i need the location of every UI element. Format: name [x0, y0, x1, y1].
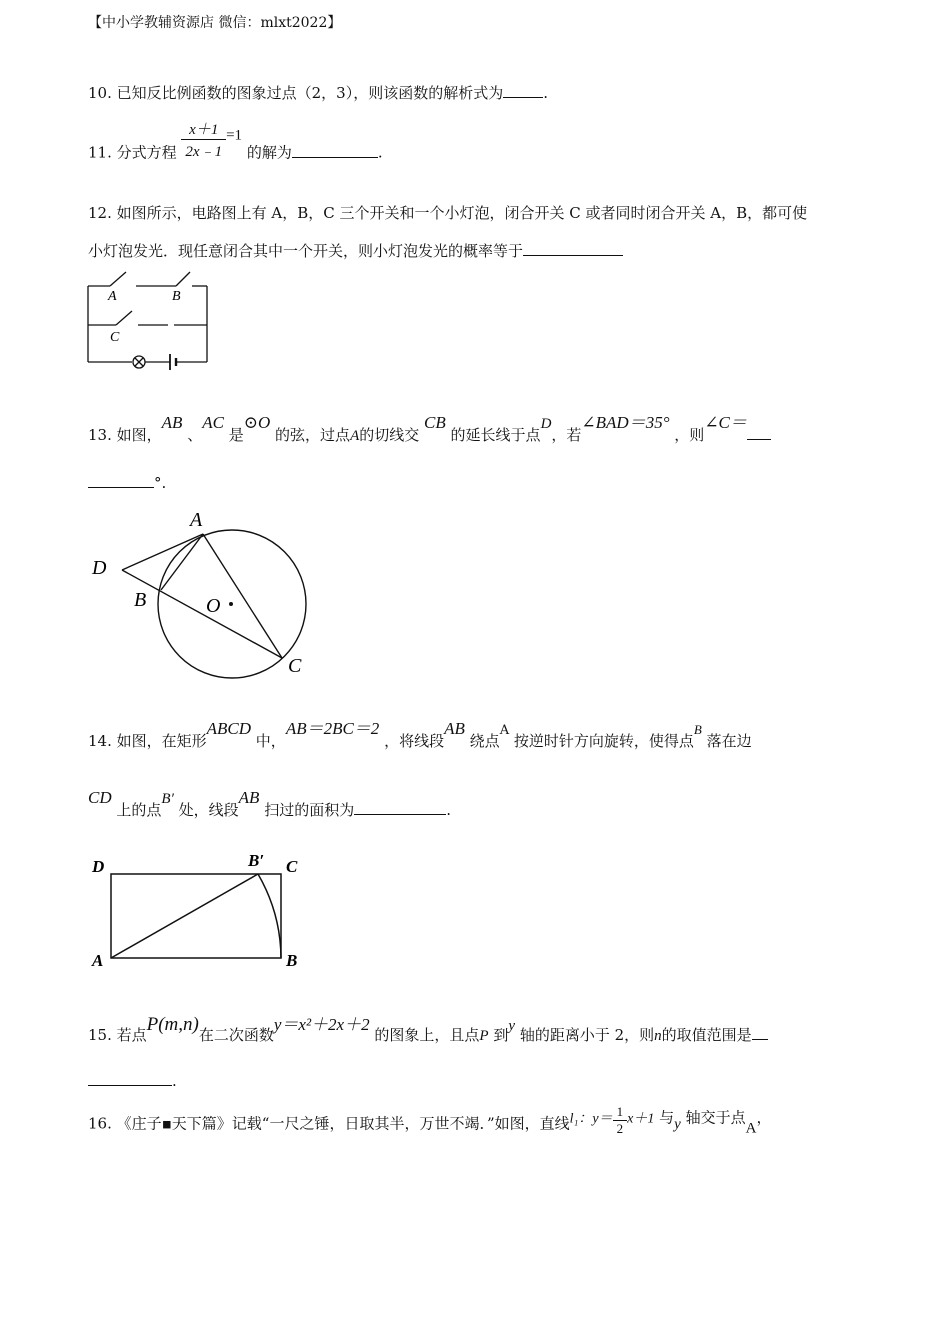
q16-p3: 轴交于点: [685, 1108, 746, 1127]
q14-p4: 绕点: [469, 732, 500, 750]
q16-p1: 16. 《庄子▪天下篇》记载“一尺之锤，日取其半，万世不竭．”如图，直线: [88, 1114, 570, 1133]
q16-point-a: A: [745, 1120, 757, 1137]
q14-p9: 扫过的面积为: [264, 801, 355, 819]
q13-cb: CB: [424, 413, 446, 432]
q13-p4: 的切线交: [359, 426, 420, 444]
q12-answer-blank: [523, 240, 623, 256]
q10-text: 10. 已知反比例函数的图象过点（2，3），则该函数的解析式为: [88, 84, 504, 102]
q10-answer-blank: [503, 82, 543, 98]
q15-point-p: P(m,n): [146, 1014, 199, 1035]
q15-answer-blank-1: [752, 1024, 768, 1040]
q11-suffix: 的解为: [246, 143, 292, 162]
q11-equals: =1: [226, 127, 243, 144]
q13-p3: 的弦，过点: [275, 426, 351, 444]
q15-p2: 在二次函数: [198, 1026, 274, 1044]
q13-answer-blank-2: [88, 472, 154, 488]
q14-p6: 落在边: [706, 732, 752, 750]
q11-end: .: [377, 143, 383, 162]
circle-tangent-diagram: [84, 500, 324, 686]
q13-point-a: A: [350, 428, 360, 444]
center-dot: [229, 602, 233, 606]
q13-answer-blank-1: [747, 424, 771, 440]
question-13: [88, 408, 771, 445]
label-b-prime: B′: [248, 851, 265, 870]
q12-line-2: [88, 240, 623, 261]
q11-numerator: x＋1: [181, 118, 226, 140]
q15-end: .: [172, 1072, 177, 1090]
q14-point-b-prime: B′: [161, 791, 174, 807]
q16-rest: x＋1: [627, 1111, 655, 1127]
rectangle-rotation-diagram: [88, 846, 328, 976]
question-10: [88, 82, 548, 103]
circuit-label-c: C: [110, 330, 120, 345]
label-d: D: [92, 557, 107, 579]
q10-end: .: [543, 84, 548, 102]
q14-ab-2: AB: [238, 788, 260, 807]
q14-ab: AB: [444, 719, 465, 738]
q11-denominator: 2x﹣1: [185, 144, 223, 160]
q14-cd: CD: [88, 788, 112, 807]
q14-answer-blank: [354, 799, 446, 815]
question-11: [88, 118, 383, 163]
q13-angle-c: ∠C＝: [704, 413, 747, 432]
label-a: A: [190, 509, 203, 531]
q13-p7: ，则: [674, 426, 705, 444]
q14-abcd: ABCD: [206, 719, 252, 738]
q15-continuation: [88, 1070, 177, 1090]
q13-angle-bad: ∠BAD＝35°: [581, 413, 670, 432]
q13-p1: 13. 如图，: [88, 426, 162, 444]
label-o: O: [206, 595, 221, 617]
q15-y: y: [508, 1018, 516, 1034]
q14-p7: 上的点: [116, 801, 162, 819]
q13-circle-o: ⊙O: [243, 413, 271, 432]
question-15: [88, 1010, 768, 1045]
q14-end: .: [446, 801, 452, 819]
q16-y: y: [674, 1116, 681, 1133]
q15-n: n: [654, 1028, 662, 1044]
q15-p: P: [479, 1028, 489, 1044]
q14-p3: ，将线段: [384, 732, 445, 750]
q13-ac: AC: [202, 413, 224, 432]
q14-line-2: [88, 788, 451, 820]
q15-p5: 轴的距离小于 2，则: [519, 1026, 655, 1044]
q14-p1: 14. 如图，在矩形: [88, 732, 207, 750]
q16-end: ，: [756, 1108, 772, 1127]
label-b: B: [134, 589, 147, 611]
q13-sep: 、: [187, 426, 203, 444]
q16-numerator: 1: [613, 1104, 628, 1121]
q13-p2: 是: [228, 426, 244, 444]
q16-fraction: [613, 1104, 628, 1137]
q13-end: °.: [154, 474, 167, 492]
q13-point-d: D: [540, 416, 552, 432]
q15-answer-blank-2: [88, 1070, 172, 1086]
q15-p3: 的图象上，且点: [374, 1026, 480, 1044]
q15-function: y＝x²＋2x＋2: [273, 1015, 370, 1034]
q14-p2: 中，: [255, 732, 286, 750]
q15-p4: 到: [493, 1026, 509, 1044]
q15-p6: 的取值范围是: [661, 1026, 752, 1044]
question-14: [88, 714, 752, 751]
question-16: [88, 1104, 771, 1138]
label-c: C: [286, 857, 298, 876]
q11-answer-blank: [292, 142, 378, 158]
q12-line-2-text: 小灯泡发光．现任意闭合其中一个开关，则小灯泡发光的概率等于: [88, 242, 524, 260]
q13-p6: ，若: [551, 426, 582, 444]
q16-line-label: l₁：y＝: [569, 1111, 613, 1127]
q14-point-b: B: [693, 722, 702, 737]
q13-ab: AB: [161, 413, 183, 432]
q14-condition: AB＝2BC＝2: [285, 719, 380, 738]
q14-p8: 处，线段: [178, 801, 239, 819]
q11-fraction: [181, 118, 226, 161]
q16-denominator: 2: [616, 1121, 624, 1136]
page-header: 【中小学教辅资源店 微信：mlxt2022】: [88, 15, 342, 31]
q14-point-a: A: [499, 723, 510, 738]
q13-continuation: [88, 472, 166, 492]
circuit-label-b: B: [172, 289, 181, 304]
label-b: B: [286, 951, 298, 970]
label-a: A: [92, 951, 104, 970]
circuit-diagram: [80, 268, 220, 372]
q16-p2: 与: [659, 1108, 675, 1127]
circuit-label-a: A: [108, 289, 117, 304]
label-c: C: [288, 655, 302, 677]
q14-p5: 按逆时针方向旋转，使得点: [513, 732, 694, 750]
label-d: D: [92, 857, 105, 876]
q13-p5: 的延长线于点: [450, 426, 541, 444]
q11-prefix: 11. 分式方程: [88, 143, 177, 162]
q12-line-1: 12. 如图所示，电路图上有 A，B，C 三个开关和一个小灯泡，闭合开关 C 或者同时闭合开关 A，B，都可使: [88, 204, 808, 222]
q15-p1: 15. 若点: [88, 1026, 147, 1044]
